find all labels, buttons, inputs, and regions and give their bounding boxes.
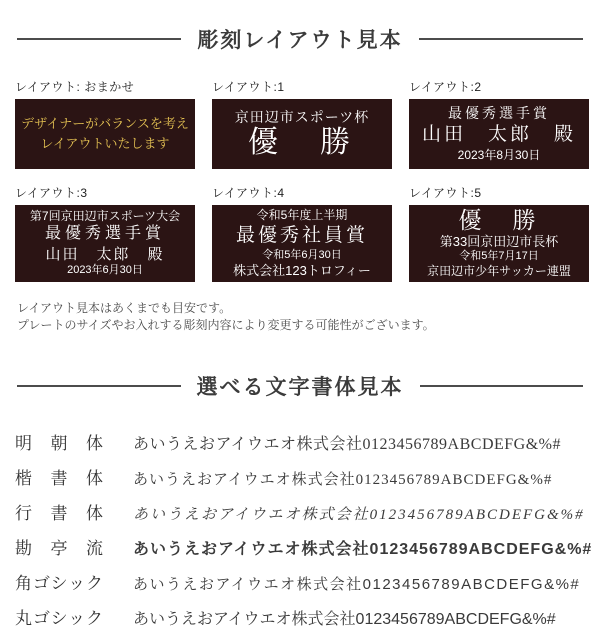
font-sample-text: あいうえおアイウエオ株式会社0123456789ABCDEFG&%# bbox=[133, 506, 585, 523]
layout-label: レイアウト: おまかせ bbox=[15, 80, 135, 94]
layout-samples-grid bbox=[15, 78, 585, 282]
font-row-mincho bbox=[15, 429, 585, 454]
header-rule-right bbox=[419, 38, 583, 40]
plate-line: 株式会社123トロフィー bbox=[233, 262, 371, 278]
plate-line: 最優秀選手賞 bbox=[448, 104, 550, 121]
engraving-plate-5 bbox=[409, 205, 589, 282]
font-row-gyosho bbox=[15, 499, 585, 524]
header-rule-left bbox=[17, 385, 181, 387]
plate-line: 山田 太郎 殿 bbox=[45, 245, 165, 263]
plate-line: 令和5年7月17日 bbox=[459, 250, 539, 263]
disclaimer bbox=[17, 300, 600, 335]
font-name-label: 行 書 体 bbox=[15, 503, 103, 523]
plate-line: 令和5年6月30日 bbox=[262, 248, 342, 261]
layout-cell-3 bbox=[15, 184, 195, 282]
font-section-header bbox=[17, 371, 583, 401]
layout-label: レイアウト:3 bbox=[15, 186, 88, 200]
header-rule-left bbox=[17, 38, 181, 40]
plate-line: 京田辺市少年サッカー連盟 bbox=[427, 264, 571, 279]
font-sample-text: あいうえおアイウエオ株式会社0123456789ABCDEFG&%# bbox=[133, 471, 553, 488]
plate-line: 優 勝 bbox=[458, 207, 540, 233]
font-sample-text: あいうえおアイウエオ株式会社0123456789ABCDEFG&%# bbox=[133, 540, 593, 558]
plate-line: 2023年6月30日 bbox=[67, 264, 143, 277]
font-row-kakugothic bbox=[15, 569, 585, 594]
font-row-kanteiryu bbox=[15, 534, 593, 559]
disclaimer-line-1: レイアウト見本はあくまでも目安です。 bbox=[17, 301, 232, 315]
engraving-plate-2 bbox=[409, 99, 589, 169]
plate-line: 令和5年度上半期 bbox=[256, 208, 348, 223]
engraving-plate-4 bbox=[212, 205, 392, 282]
header-rule-right bbox=[420, 385, 584, 387]
engraving-plate-omakase bbox=[15, 99, 195, 169]
layout-section-title: 彫刻レイアウト見本 bbox=[197, 29, 403, 52]
font-name-label: 角ゴシック bbox=[15, 573, 103, 593]
layout-cell-4 bbox=[212, 184, 392, 282]
plate-line: 最優秀選手賞 bbox=[44, 224, 165, 242]
layout-cell-2 bbox=[409, 78, 589, 169]
plate-line: 最優秀社員賞 bbox=[235, 225, 368, 247]
font-specimen-list bbox=[15, 429, 593, 629]
layout-label: レイアウト:2 bbox=[409, 80, 482, 94]
layout-section-header bbox=[17, 24, 583, 54]
font-name-label: 丸ゴシック bbox=[15, 608, 103, 628]
layout-label: レイアウト:1 bbox=[212, 80, 285, 94]
layout-cell-5 bbox=[409, 184, 589, 282]
font-section-title: 選べる文字書体見本 bbox=[196, 375, 404, 399]
plate-line: 2023年8月30日 bbox=[457, 148, 541, 163]
plate-line: 山田 太郎 殿 bbox=[421, 124, 576, 146]
font-row-marugothic bbox=[15, 604, 585, 629]
plate-line: レイアウトいたします bbox=[40, 136, 170, 151]
engraving-plate-1 bbox=[212, 99, 392, 169]
plate-line: 京田辺市スポーツ杯 bbox=[234, 108, 370, 125]
font-sample-text: あいうえおアイウエオ株式会社0123456789ABCDEFG&%# bbox=[133, 435, 562, 453]
engraving-plate-3 bbox=[15, 205, 195, 282]
plate-line: デザイナーがバランスを考え bbox=[21, 115, 189, 131]
font-name-label: 勘 亭 流 bbox=[15, 538, 103, 558]
font-name-label: 楷 書 体 bbox=[15, 468, 103, 488]
plate-line: 第33回京田辺市長杯 bbox=[439, 234, 559, 250]
layout-label: レイアウト:4 bbox=[212, 186, 285, 200]
layout-label: レイアウト:5 bbox=[409, 186, 482, 200]
disclaimer-line-2: プレートのサイズやお入れする彫刻内容により変更する可能性がございます。 bbox=[17, 318, 435, 333]
layout-cell-omakase bbox=[15, 78, 195, 169]
font-name-label: 明 朝 体 bbox=[15, 433, 103, 453]
plate-line: 優 勝 bbox=[248, 126, 356, 160]
font-row-kaisho bbox=[15, 464, 585, 489]
font-sample-text: あいうえおアイウエオ株式会社0123456789ABCDEFG&%# bbox=[133, 610, 556, 628]
layout-cell-1 bbox=[212, 78, 392, 169]
plate-line: 第7回京田辺市スポーツ大会 bbox=[29, 208, 181, 223]
font-sample-text: あいうえおアイウエオ株式会社0123456789ABCDEFG&%# bbox=[133, 575, 581, 593]
